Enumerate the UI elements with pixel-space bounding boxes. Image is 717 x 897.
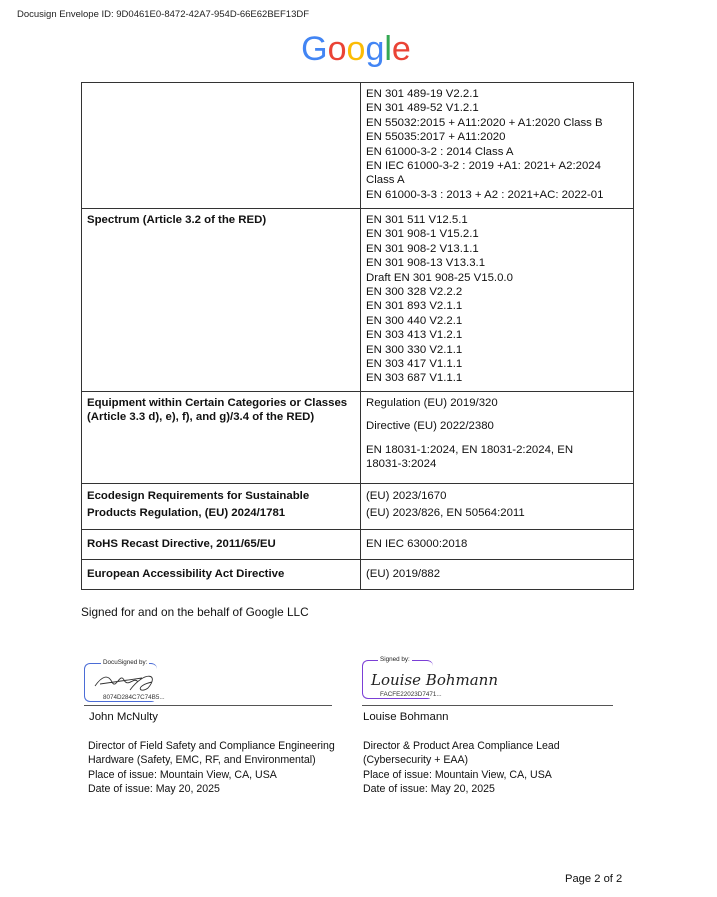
date-of-issue: Date of issue: May 20, 2025	[363, 783, 495, 796]
standard-item: EN 301 489-52 V1.2.1	[366, 102, 479, 115]
standard-item: EN 18031-1:2024, EN 18031-2:2024, EN	[366, 443, 574, 456]
requirement-cell	[82, 83, 361, 209]
handwritten-signature	[90, 666, 170, 696]
standard-item: EN 301 893 V2.1.1	[366, 300, 463, 313]
standard-item: EN 300 328 V2.2.2	[366, 286, 463, 299]
table-row	[82, 560, 634, 590]
place-of-issue: Place of issue: Mountain View, CA, USA	[363, 768, 552, 781]
handwritten-signature: Louise Bohmann	[371, 671, 498, 689]
standard-item: EN 303 413 V1.2.1	[366, 329, 463, 342]
standard-item: (EU) 2019/882	[366, 568, 441, 580]
standard-item: EN IEC 61000-3-2 : 2019 +A1: 2021+ A2:2024	[366, 160, 601, 173]
standard-item: EN 301 489-19 V2.2.1	[366, 88, 479, 100]
standard-item: EN 300 330 V2.1.1	[366, 343, 463, 356]
table-row	[82, 392, 634, 484]
standard-item: EN 303 687 V1.1.1	[366, 372, 463, 385]
requirement-line: (Article 3.3 d), e), f), and g)/3.4 of the RED)	[87, 411, 315, 424]
requirement-cell	[82, 484, 361, 530]
standard-item: EN IEC 63000:2018	[366, 538, 468, 550]
signatory-details	[88, 739, 335, 797]
docusign-hash: FACFE22023D7471...	[380, 691, 442, 698]
standard-item: EN 55032:2015 + A11:2020 + A1:2020 Class B	[366, 116, 603, 129]
signatory-title-line: Director of Field Safety and Compliance Engineering	[88, 740, 335, 752]
standard-item: EN 301 908-1 V15.2.1	[366, 228, 479, 241]
standard-item: Regulation (EU) 2019/320	[366, 397, 498, 409]
standard-item: EN 55035:2017 + A11:2020	[366, 131, 506, 144]
standards-cell	[361, 392, 634, 484]
standard-item: Draft EN 301 908-25 V15.0.0	[366, 271, 513, 284]
standard-item: EN 301 511 V12.5.1	[366, 214, 468, 226]
google-logo-text: Google	[301, 30, 411, 68]
docusign-envelope-id: Docusign Envelope ID: 9D0461E0-8472-42A7-954D-66E62BEF13DF	[17, 9, 310, 20]
standard-item: EN 303 417 V1.1.1	[366, 358, 463, 371]
table-row	[82, 530, 634, 560]
docusign-hash: 8074D284C7C74B5...	[103, 694, 165, 701]
table-row	[82, 209, 634, 392]
standard-item: 18031-3:2024	[366, 458, 437, 471]
date-of-issue: Date of issue: May 20, 2025	[88, 783, 220, 796]
requirement-line: Ecodesign Requirements for Sustainable	[87, 490, 310, 502]
page-number: Page 2 of 2	[565, 873, 623, 885]
requirement-line: Equipment within Certain Categories or Classes	[87, 397, 348, 409]
standard-item: (EU) 2023/826, EN 50564:2011	[366, 506, 525, 519]
standard-item: (EU) 2023/1670	[366, 490, 447, 502]
signature-line	[84, 705, 332, 706]
standards-cell	[361, 530, 634, 560]
standard-item: EN 61000-3-2 : 2014 Class A	[366, 145, 514, 158]
compliance-table	[81, 82, 634, 590]
standards-cell	[361, 560, 634, 590]
standards-cell	[361, 484, 634, 530]
standard-item: Directive (EU) 2022/2380	[366, 420, 494, 433]
docusigned-label: DocuSigned by:	[103, 659, 148, 666]
standard-item: EN 61000-3-3 : 2013 + A2 : 2021+AC: 2022-01	[366, 188, 604, 201]
signature-line	[362, 705, 613, 706]
standard-item: EN 301 908-2 V13.1.1	[366, 242, 479, 255]
signatory-name: John McNulty	[89, 711, 159, 723]
requirement-cell: European Accessibility Act Directive	[82, 560, 361, 590]
signatory-title-line: (Cybersecurity + EAA)	[363, 754, 469, 767]
table-row	[82, 83, 634, 209]
signatory-details	[363, 739, 560, 797]
requirement-cell: RoHS Recast Directive, 2011/65/EU	[82, 530, 361, 560]
standards-cell	[361, 83, 634, 209]
requirement-cell	[82, 392, 361, 484]
standards-cell	[361, 209, 634, 392]
table-row	[82, 484, 634, 530]
docusigned-label: Signed by:	[380, 656, 410, 663]
standard-item: Class A	[366, 174, 405, 187]
google-logo	[300, 28, 412, 72]
signed-on-behalf-text: Signed for and on the behalf of Google LLC	[81, 605, 309, 619]
requirement-cell: Spectrum (Article 3.2 of the RED)	[82, 209, 361, 392]
standard-item: EN 300 440 V2.2.1	[366, 314, 463, 327]
signatory-title-line: Hardware (Safety, EMC, RF, and Environmental)	[88, 754, 316, 767]
standard-item: EN 301 908-13 V13.3.1	[366, 257, 486, 270]
requirement-line: Products Regulation, (EU) 2024/1781	[87, 506, 286, 519]
place-of-issue: Place of issue: Mountain View, CA, USA	[88, 768, 277, 781]
signatory-name: Louise Bohmann	[363, 711, 449, 723]
signatory-title-line: Director & Product Area Compliance Lead	[363, 740, 560, 752]
